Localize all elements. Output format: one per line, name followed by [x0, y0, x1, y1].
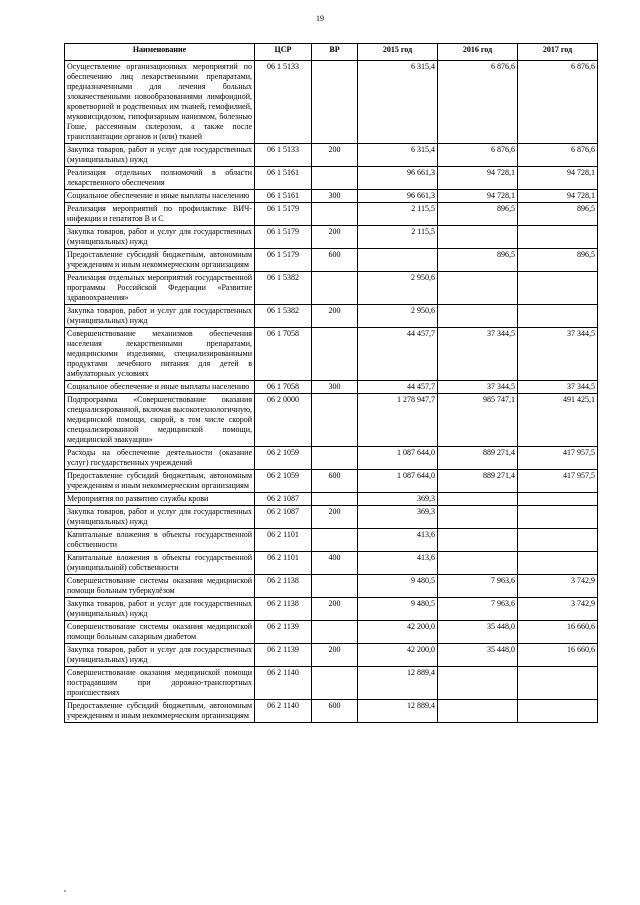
table-row: [65, 575, 598, 598]
cell-vr: 200: [312, 305, 358, 328]
cell-vr: [312, 621, 358, 644]
cell-csr: 06 2 1101: [255, 552, 312, 575]
cell-csr: 06 1 5161: [255, 190, 312, 203]
cell-y2015: 1 087 644,0: [358, 470, 438, 493]
cell-y2017: 37 344,5: [518, 381, 598, 394]
table-row: [65, 700, 598, 723]
cell-y2015: 369,3: [358, 506, 438, 529]
cell-y2017: 417 957,5: [518, 470, 598, 493]
cell-y2016: 6 876,6: [438, 61, 518, 144]
cell-name: Осуществление организационных мероприятий по обеспечению лиц лекарственными препаратами, предназначенными для лечения больных злокачественными новообразованиями лимфоидной, кроветворной и родственных им тканей, гемофилией, муковисцидозом, гипофизарным нанизмом, болезнью Гоше, рассеянным склерозом, а также после трансплантации органов и (или) тканей: [65, 61, 255, 144]
table-row: [65, 621, 598, 644]
cell-y2015: 44 457,7: [358, 381, 438, 394]
table-row: [65, 144, 598, 167]
cell-csr: 06 2 1059: [255, 470, 312, 493]
cell-vr: 300: [312, 190, 358, 203]
cell-y2015: 44 457,7: [358, 328, 438, 381]
cell-csr: 06 2 1139: [255, 621, 312, 644]
cell-y2016: [438, 305, 518, 328]
cell-csr: 06 2 0000: [255, 394, 312, 447]
page-number: 19: [316, 14, 324, 23]
cell-name: Закупка товаров, работ и услуг для государственных (муниципальных) нужд: [65, 598, 255, 621]
cell-vr: [312, 203, 358, 226]
cell-y2016: 6 876,6: [438, 144, 518, 167]
cell-vr: [312, 447, 358, 470]
table-header: [65, 44, 598, 61]
cell-vr: [312, 667, 358, 700]
cell-name: Социальное обеспечение и иные выплаты населению: [65, 381, 255, 394]
cell-vr: [312, 167, 358, 190]
table-row: [65, 328, 598, 381]
header-2016: 2016 год: [438, 44, 518, 61]
cell-y2016: [438, 506, 518, 529]
cell-csr: 06 2 1140: [255, 667, 312, 700]
cell-y2017: 37 344,5: [518, 328, 598, 381]
cell-name: Закупка товаров, работ и услуг для государственных (муниципальных) нужд: [65, 644, 255, 667]
cell-y2015: 1 278 947,7: [358, 394, 438, 447]
cell-csr: 06 2 1059: [255, 447, 312, 470]
cell-csr: 06 1 7058: [255, 381, 312, 394]
table-row: [65, 381, 598, 394]
cell-name: Предоставление субсидий бюджетным, автономным учреждениям и иным некоммерческим организациям: [65, 700, 255, 723]
table-row: [65, 493, 598, 506]
cell-y2015: 9 480,5: [358, 575, 438, 598]
cell-y2017: [518, 226, 598, 249]
table-row: [65, 529, 598, 552]
cell-csr: 06 1 5133: [255, 61, 312, 144]
cell-y2016: [438, 226, 518, 249]
cell-y2016: [438, 552, 518, 575]
cell-name: Мероприятия по развитию службы крови: [65, 493, 255, 506]
cell-y2017: 896,5: [518, 249, 598, 272]
cell-csr: 06 1 5382: [255, 305, 312, 328]
cell-name: Закупка товаров, работ и услуг для государственных (муниципальных) нужд: [65, 144, 255, 167]
cell-y2017: 896,5: [518, 203, 598, 226]
table-row: [65, 394, 598, 447]
cell-csr: 06 2 1087: [255, 506, 312, 529]
cell-y2016: [438, 700, 518, 723]
header-row: [65, 44, 598, 61]
table-row: [65, 249, 598, 272]
cell-y2016: [438, 667, 518, 700]
cell-vr: [312, 272, 358, 305]
cell-y2017: 417 957,5: [518, 447, 598, 470]
cell-y2015: 413,6: [358, 529, 438, 552]
cell-y2015: 2 950,6: [358, 305, 438, 328]
cell-y2017: 16 660,6: [518, 621, 598, 644]
cell-y2015: 12 889,4: [358, 700, 438, 723]
table-row: [65, 598, 598, 621]
cell-name: Реализация мероприятий по профилактике ВИЧ-инфекции и гепатитов В и С: [65, 203, 255, 226]
cell-y2016: 7 963,6: [438, 598, 518, 621]
table-row: [65, 470, 598, 493]
cell-y2015: 42 200,0: [358, 621, 438, 644]
cell-csr: 06 2 1101: [255, 529, 312, 552]
cell-y2017: [518, 700, 598, 723]
cell-vr: [312, 529, 358, 552]
cell-y2017: [518, 667, 598, 700]
cell-y2016: 985 747,1: [438, 394, 518, 447]
cell-vr: [312, 61, 358, 144]
table-row: [65, 226, 598, 249]
cell-y2015: 9 480,5: [358, 598, 438, 621]
cell-name: Социальное обеспечение и иные выплаты населению: [65, 190, 255, 203]
cell-name: Совершенствование механизмов обеспечения населения лекарственными препаратами, медицинскими изделиями, специализированными продуктами лечебного питания для детей в амбулаторных условиях: [65, 328, 255, 381]
cell-name: Подпрограмма «Совершенствование оказания специализированной, включая высокотехнологичную, медицинской помощи, скорой, в том числе скорой специализированной медицинской помощи, медицинской эвакуации»: [65, 394, 255, 447]
cell-csr: 06 1 5382: [255, 272, 312, 305]
header-csr: ЦСР: [255, 44, 312, 61]
cell-vr: 200: [312, 506, 358, 529]
cell-y2017: [518, 272, 598, 305]
cell-y2015: [358, 249, 438, 272]
cell-y2015: 2 115,5: [358, 203, 438, 226]
table-row: [65, 667, 598, 700]
cell-name: Совершенствование оказания медицинской помощи пострадавшим при дорожно-транспортных происшествиях: [65, 667, 255, 700]
cell-y2017: 3 742,9: [518, 598, 598, 621]
cell-y2017: [518, 506, 598, 529]
cell-y2016: 37 344,5: [438, 328, 518, 381]
cell-csr: 06 1 5179: [255, 249, 312, 272]
cell-name: Расходы на обеспечение деятельности (оказание услуг) государственных учреждений: [65, 447, 255, 470]
cell-y2017: [518, 493, 598, 506]
cell-y2016: 35 448,0: [438, 621, 518, 644]
cell-y2015: 96 661,3: [358, 167, 438, 190]
scan-artifact: [64, 890, 66, 892]
cell-y2015: 2 950,6: [358, 272, 438, 305]
cell-y2016: 94 728,1: [438, 167, 518, 190]
cell-y2015: 6 315,4: [358, 61, 438, 144]
cell-vr: [312, 575, 358, 598]
cell-csr: 06 2 1087: [255, 493, 312, 506]
header-2015: 2015 год: [358, 44, 438, 61]
cell-name: Капитальные вложения в объекты государственной собственности: [65, 529, 255, 552]
cell-y2015: 42 200,0: [358, 644, 438, 667]
header-vr: ВР: [312, 44, 358, 61]
cell-y2017: 94 728,1: [518, 190, 598, 203]
cell-vr: 600: [312, 700, 358, 723]
cell-vr: [312, 394, 358, 447]
cell-y2016: [438, 272, 518, 305]
header-name: Наименование: [65, 44, 255, 61]
cell-y2017: [518, 552, 598, 575]
cell-y2017: 6 876,6: [518, 61, 598, 144]
cell-vr: [312, 328, 358, 381]
cell-y2015: 413,6: [358, 552, 438, 575]
cell-name: Закупка товаров, работ и услуг для государственных (муниципальных) нужд: [65, 305, 255, 328]
cell-y2017: 491 425,1: [518, 394, 598, 447]
cell-y2015: 6 315,4: [358, 144, 438, 167]
cell-csr: 06 2 1139: [255, 644, 312, 667]
cell-name: Совершенствование системы оказания медицинской помощи больным сахарным диабетом: [65, 621, 255, 644]
cell-y2016: 896,5: [438, 249, 518, 272]
cell-name: Капитальные вложения в объекты государственной (муниципальной) собственности: [65, 552, 255, 575]
cell-y2017: 16 660,6: [518, 644, 598, 667]
table-row: [65, 61, 598, 144]
cell-vr: 400: [312, 552, 358, 575]
cell-name: Реализация отдельных полномочий в области лекарственного обеспечения: [65, 167, 255, 190]
cell-name: Предоставление субсидий бюджетным, автономным учреждениям и иным некоммерческим организациям: [65, 249, 255, 272]
cell-y2017: [518, 529, 598, 552]
cell-y2016: [438, 529, 518, 552]
table-row: [65, 190, 598, 203]
cell-y2016: [438, 493, 518, 506]
cell-name: Предоставление субсидий бюджетным, автономным учреждениям и иным некоммерческим организациям: [65, 470, 255, 493]
cell-csr: 06 1 5133: [255, 144, 312, 167]
cell-y2016: 37 344,5: [438, 381, 518, 394]
cell-y2015: 2 115,5: [358, 226, 438, 249]
table-row: [65, 506, 598, 529]
cell-y2016: 889 271,4: [438, 447, 518, 470]
cell-y2016: 896,5: [438, 203, 518, 226]
cell-y2017: [518, 305, 598, 328]
cell-y2015: 1 087 644,0: [358, 447, 438, 470]
cell-csr: 06 2 1140: [255, 700, 312, 723]
cell-name: Закупка товаров, работ и услуг для государственных (муниципальных) нужд: [65, 226, 255, 249]
cell-y2015: 96 661,3: [358, 190, 438, 203]
table-row: [65, 552, 598, 575]
cell-vr: 600: [312, 249, 358, 272]
table-row: [65, 203, 598, 226]
cell-name: Совершенствование системы оказания медицинской помощи больным туберкулёзом: [65, 575, 255, 598]
cell-y2016: 35 448,0: [438, 644, 518, 667]
cell-vr: 200: [312, 226, 358, 249]
cell-vr: 200: [312, 144, 358, 167]
table-body: [65, 61, 598, 723]
cell-vr: 200: [312, 598, 358, 621]
cell-csr: 06 2 1138: [255, 598, 312, 621]
cell-y2016: 7 963,6: [438, 575, 518, 598]
header-2017: 2017 год: [518, 44, 598, 61]
cell-y2017: 6 876,6: [518, 144, 598, 167]
table-row: [65, 305, 598, 328]
cell-vr: 600: [312, 470, 358, 493]
cell-y2017: 94 728,1: [518, 167, 598, 190]
cell-csr: 06 1 5161: [255, 167, 312, 190]
cell-y2017: 3 742,9: [518, 575, 598, 598]
cell-y2015: 369,3: [358, 493, 438, 506]
cell-name: Реализация отдельных мероприятий государственной программы Российской Федерации «Развитие здравоохранения»: [65, 272, 255, 305]
table-row: [65, 167, 598, 190]
cell-vr: 200: [312, 644, 358, 667]
budget-table: [64, 43, 598, 723]
cell-vr: [312, 493, 358, 506]
cell-name: Закупка товаров, работ и услуг для государственных (муниципальных) нужд: [65, 506, 255, 529]
cell-csr: 06 1 5179: [255, 203, 312, 226]
table-row: [65, 447, 598, 470]
cell-vr: 300: [312, 381, 358, 394]
cell-y2016: 94 728,1: [438, 190, 518, 203]
cell-csr: 06 1 5179: [255, 226, 312, 249]
table-row: [65, 272, 598, 305]
cell-y2016: 889 271,4: [438, 470, 518, 493]
table-row: [65, 644, 598, 667]
cell-y2015: 12 889,4: [358, 667, 438, 700]
cell-csr: 06 1 7058: [255, 328, 312, 381]
cell-csr: 06 2 1138: [255, 575, 312, 598]
